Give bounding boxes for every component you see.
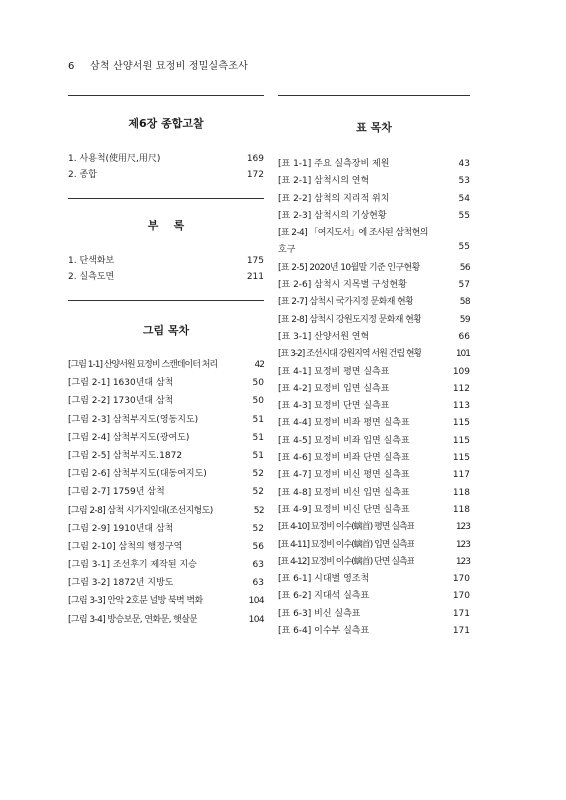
toc-entry-label: [표 2-3] 삼척시의 기상현황 [278, 210, 387, 221]
toc-entry-label: [그림 2-4] 삼척부지도(광여도) [68, 432, 190, 443]
toc-entry[interactable] [278, 485, 470, 502]
toc-entry-page: 52 [253, 505, 264, 516]
toc-entry-page: 51 [252, 432, 264, 443]
toc-entry-page: 175 [246, 256, 264, 266]
toc-entry[interactable] [68, 412, 264, 430]
left-column [68, 95, 264, 630]
toc-entry-page: 63 [252, 578, 264, 589]
toc-entry[interactable] [278, 606, 470, 623]
toc-entry-page: 171 [452, 626, 470, 637]
toc-entry[interactable] [278, 364, 470, 381]
toc-entry-label: [표 4-4] 묘정비 비좌 평면 실측표 [278, 418, 410, 429]
toc-entry[interactable] [278, 191, 470, 208]
toc-entry-page: 52 [252, 469, 264, 480]
toc-entry-label: [표 4-7] 묘정비 비신 평면 실측표 [278, 470, 410, 481]
toc-entry[interactable] [68, 375, 264, 393]
chapter6-list [68, 151, 264, 183]
figures-title: 그림 목차 [142, 324, 190, 337]
divider [68, 198, 264, 199]
toc-entry-label: [그림 3-1] 조선후기 제작된 지승 [68, 560, 197, 571]
toc-entry-page: 170 [452, 591, 470, 602]
toc-entry-page: 123 [455, 539, 470, 550]
toc-entry-page: 123 [455, 522, 470, 533]
toc-entry[interactable] [68, 357, 264, 375]
toc-entry-page: 52 [252, 487, 264, 498]
toc-entry-page: 170 [452, 574, 470, 585]
toc-entry[interactable] [278, 415, 470, 432]
toc-entry[interactable] [68, 593, 264, 611]
toc-entry-label: [그림 2-9] 1910년대 삼척 [68, 523, 174, 534]
toc-entry-label: [그림 2-3] 삼척부지도(영동지도) [68, 414, 199, 425]
toc-entry-label: [표 4-3] 묘정비 단면 실측표 [278, 401, 390, 412]
right-column [278, 95, 470, 640]
toc-entry-label: [그림 2-8] 삼척 시가지일대(조선지형도) [68, 505, 213, 516]
toc-entry[interactable] [278, 554, 470, 571]
toc-entry[interactable] [68, 575, 264, 593]
toc-entry-label: [표 2-2] 삼척의 지리적 위치 [278, 193, 390, 204]
running-title: 삼척 산양서원 묘정비 정밀실측조사 [89, 61, 248, 72]
toc-entry-page: 55 [458, 242, 470, 253]
toc-entry[interactable] [68, 521, 264, 539]
toc-entry[interactable] [278, 173, 470, 190]
toc-entry-label: [표 4-11] 묘정비 이수(螭首) 입면 실측표 [278, 539, 415, 550]
toc-entry[interactable] [68, 612, 264, 630]
toc-entry[interactable] [278, 312, 470, 329]
toc-entry-label-continued: 호구 [278, 245, 296, 256]
toc-entry[interactable] [278, 398, 470, 415]
toc-entry[interactable] [278, 294, 470, 311]
toc-entry-page: 53 [458, 176, 470, 187]
toc-entry-label: [그림 3-2] 1872년 지방도 [68, 578, 174, 589]
toc-entry-label: [표 2-4] 「여지도서」에 조사된 삼척현의 [278, 228, 428, 239]
chapter6-title: 제6장 종합고찰 [128, 117, 204, 130]
toc-entry-page: 118 [452, 504, 470, 515]
toc-entry[interactable] [68, 167, 264, 183]
toc-entry-page: 52 [252, 523, 264, 534]
appendix-list [68, 253, 264, 285]
toc-entry-page: 50 [252, 378, 264, 389]
toc-entry-label: 1. 사용척(使用尺,用尺) [68, 154, 161, 164]
toc-entry-label: 2. 종합 [68, 170, 97, 180]
toc-entry[interactable] [68, 393, 264, 411]
appendix-title: 부 록 [147, 219, 185, 232]
toc-entry-page: 172 [246, 170, 264, 180]
toc-entry[interactable] [278, 433, 470, 450]
figures-list [68, 357, 264, 630]
toc-entry[interactable] [278, 156, 470, 173]
toc-entry-page: 104 [248, 596, 264, 607]
toc-entry-page: 169 [246, 154, 264, 164]
toc-entry[interactable] [278, 588, 470, 605]
tables-title: 표 목차 [356, 121, 392, 134]
toc-entry-label: [표 4-10] 묘정비 이수(螭首) 평면 실측표 [278, 522, 415, 533]
toc-entry-label: [표 6-4] 이수부 실측표 [278, 626, 370, 637]
toc-entry-page: 115 [452, 418, 470, 429]
toc-entry-label: [표 2-5] 2020년 10월말 기준 인구현황 [278, 262, 420, 273]
toc-entry[interactable] [278, 519, 470, 536]
toc-entry-page: 51 [252, 414, 264, 425]
toc-entry[interactable] [68, 253, 264, 269]
toc-entry-label: [그림 2-7] 1759년 삼척 [68, 487, 165, 498]
toc-entry-label: [그림 3-3] 안악 2호분 널방 북벽 벽화 [68, 596, 203, 607]
toc-entry-label: [표 4-2] 묘정비 입면 실측표 [278, 383, 390, 394]
toc-entry-label: 1. 단색화보 [68, 256, 115, 266]
toc-entry[interactable] [68, 503, 264, 521]
toc-entry-label: [표 4-1] 묘정비 평면 실측표 [278, 366, 390, 377]
toc-entry-page: 104 [248, 614, 264, 625]
toc-entry[interactable] [278, 381, 470, 398]
toc-entry-page: 66 [458, 331, 470, 342]
toc-entry[interactable] [68, 269, 264, 285]
toc-entry-page: 54 [458, 193, 470, 204]
toc-entry-label: [표 4-9] 묘정비 비신 단면 실측표 [278, 504, 410, 515]
toc-entry-page: 113 [452, 401, 470, 412]
toc-entry[interactable] [278, 346, 470, 363]
toc-entry-page: 171 [452, 608, 470, 619]
toc-entry[interactable] [68, 448, 264, 466]
toc-entry-label: [그림 2-6] 삼척부지도(대동여지도) [68, 469, 207, 480]
toc-entry-page: 118 [452, 487, 470, 498]
toc-entry[interactable] [68, 430, 264, 448]
toc-entry[interactable] [68, 151, 264, 167]
divider [68, 300, 264, 301]
divider [68, 95, 264, 96]
toc-entry-page: 115 [452, 453, 470, 464]
tables-list [278, 156, 470, 640]
toc-entry-label: [그림 1-1] 산양서원 묘정비 스캔데이터 처리 [68, 360, 218, 370]
toc-entry-page: 58 [459, 297, 470, 308]
toc-entry-page: 109 [452, 366, 470, 377]
toc-entry-page: 123 [455, 556, 470, 567]
toc-entry-page: 56 [459, 262, 470, 273]
toc-entry-page: 55 [458, 210, 470, 221]
toc-entry[interactable] [68, 466, 264, 484]
toc-entry-label: [그림 2-2] 1730년대 삼척 [68, 396, 174, 407]
toc-entry-label: [표 6-1] 시대별 영조척 [278, 574, 370, 585]
toc-entry-page: 56 [252, 541, 264, 552]
toc-entry[interactable] [278, 571, 470, 588]
toc-entry[interactable] [278, 467, 470, 484]
toc-entry-page: 42 [254, 360, 264, 370]
toc-entry-label: [표 4-6] 묘정비 비좌 단면 실측표 [278, 453, 410, 464]
toc-entry-page: 51 [252, 450, 264, 461]
toc-entry-page: 59 [459, 314, 470, 325]
toc-entry[interactable] [68, 539, 264, 557]
page-number: 6 [68, 61, 75, 72]
toc-entry-label: [표 2-8] 삼척시 강원도지정 문화재 현황 [278, 314, 422, 325]
toc-entry-label: [그림 2-1] 1630년대 삼척 [68, 378, 174, 389]
divider [278, 95, 470, 96]
toc-entry[interactable] [278, 623, 470, 640]
toc-entry[interactable] [278, 225, 470, 260]
toc-entry-label: [표 3-1] 산양서원 연혁 [278, 331, 370, 342]
toc-entry-label: [표 2-6] 삼척시 지목별 구성현황 [278, 280, 407, 291]
toc-entry[interactable] [68, 557, 264, 575]
toc-entry-page: 63 [252, 560, 264, 571]
toc-entry-page: 57 [458, 280, 470, 291]
toc-entry-page: 115 [452, 435, 470, 446]
toc-entry[interactable] [278, 277, 470, 294]
toc-entry[interactable] [68, 484, 264, 502]
toc-entry-label: [표 2-1] 삼척시의 연혁 [278, 176, 370, 187]
toc-entry-label: [표 4-5] 묘정비 비좌 입면 실측표 [278, 435, 410, 446]
toc-entry-page: 43 [458, 159, 470, 169]
toc-entry-page: 117 [452, 470, 470, 481]
toc-entry-label: [그림 2-10] 삼척의 행정구역 [68, 541, 183, 552]
toc-entry-label: [그림 3-4] 방승보문, 연화문, 햇살문 [68, 614, 198, 625]
toc-entry-label: [표 1-1] 주요 실측장비 제원 [278, 159, 390, 169]
running-header [68, 57, 248, 72]
toc-entry-page: 211 [246, 272, 264, 282]
toc-entry-label: [표 6-2] 지대석 실측표 [278, 591, 370, 602]
toc-entry-label: [그림 2-5] 삼척부지도.1872 [68, 450, 183, 461]
toc-entry[interactable] [278, 329, 470, 346]
toc-entry-label: [표 4-8] 묘정비 비신 입면 실측표 [278, 487, 410, 498]
toc-entry-label: [표 4-12] 묘정비 이수(螭首) 단면 실측표 [278, 556, 415, 567]
toc-entry-page: 50 [252, 396, 264, 407]
toc-entry-label: 2. 실측도면 [68, 272, 115, 282]
toc-entry-page: 112 [452, 383, 470, 394]
toc-entry[interactable] [278, 537, 470, 554]
toc-entry-label: [표 6-3] 비신 실측표 [278, 608, 361, 619]
toc-entry-page: 101 [455, 349, 470, 360]
toc-entry[interactable] [278, 260, 470, 277]
toc-entry-label: [표 2-7] 삼척시 국가지정 문화재 현황 [278, 297, 414, 308]
toc-entry[interactable] [278, 208, 470, 225]
toc-entry-label: [표 3-2] 조선시대 강원지역 서원 건립 현황 [278, 349, 422, 360]
toc-entry[interactable] [278, 502, 470, 519]
toc-entry[interactable] [278, 450, 470, 467]
